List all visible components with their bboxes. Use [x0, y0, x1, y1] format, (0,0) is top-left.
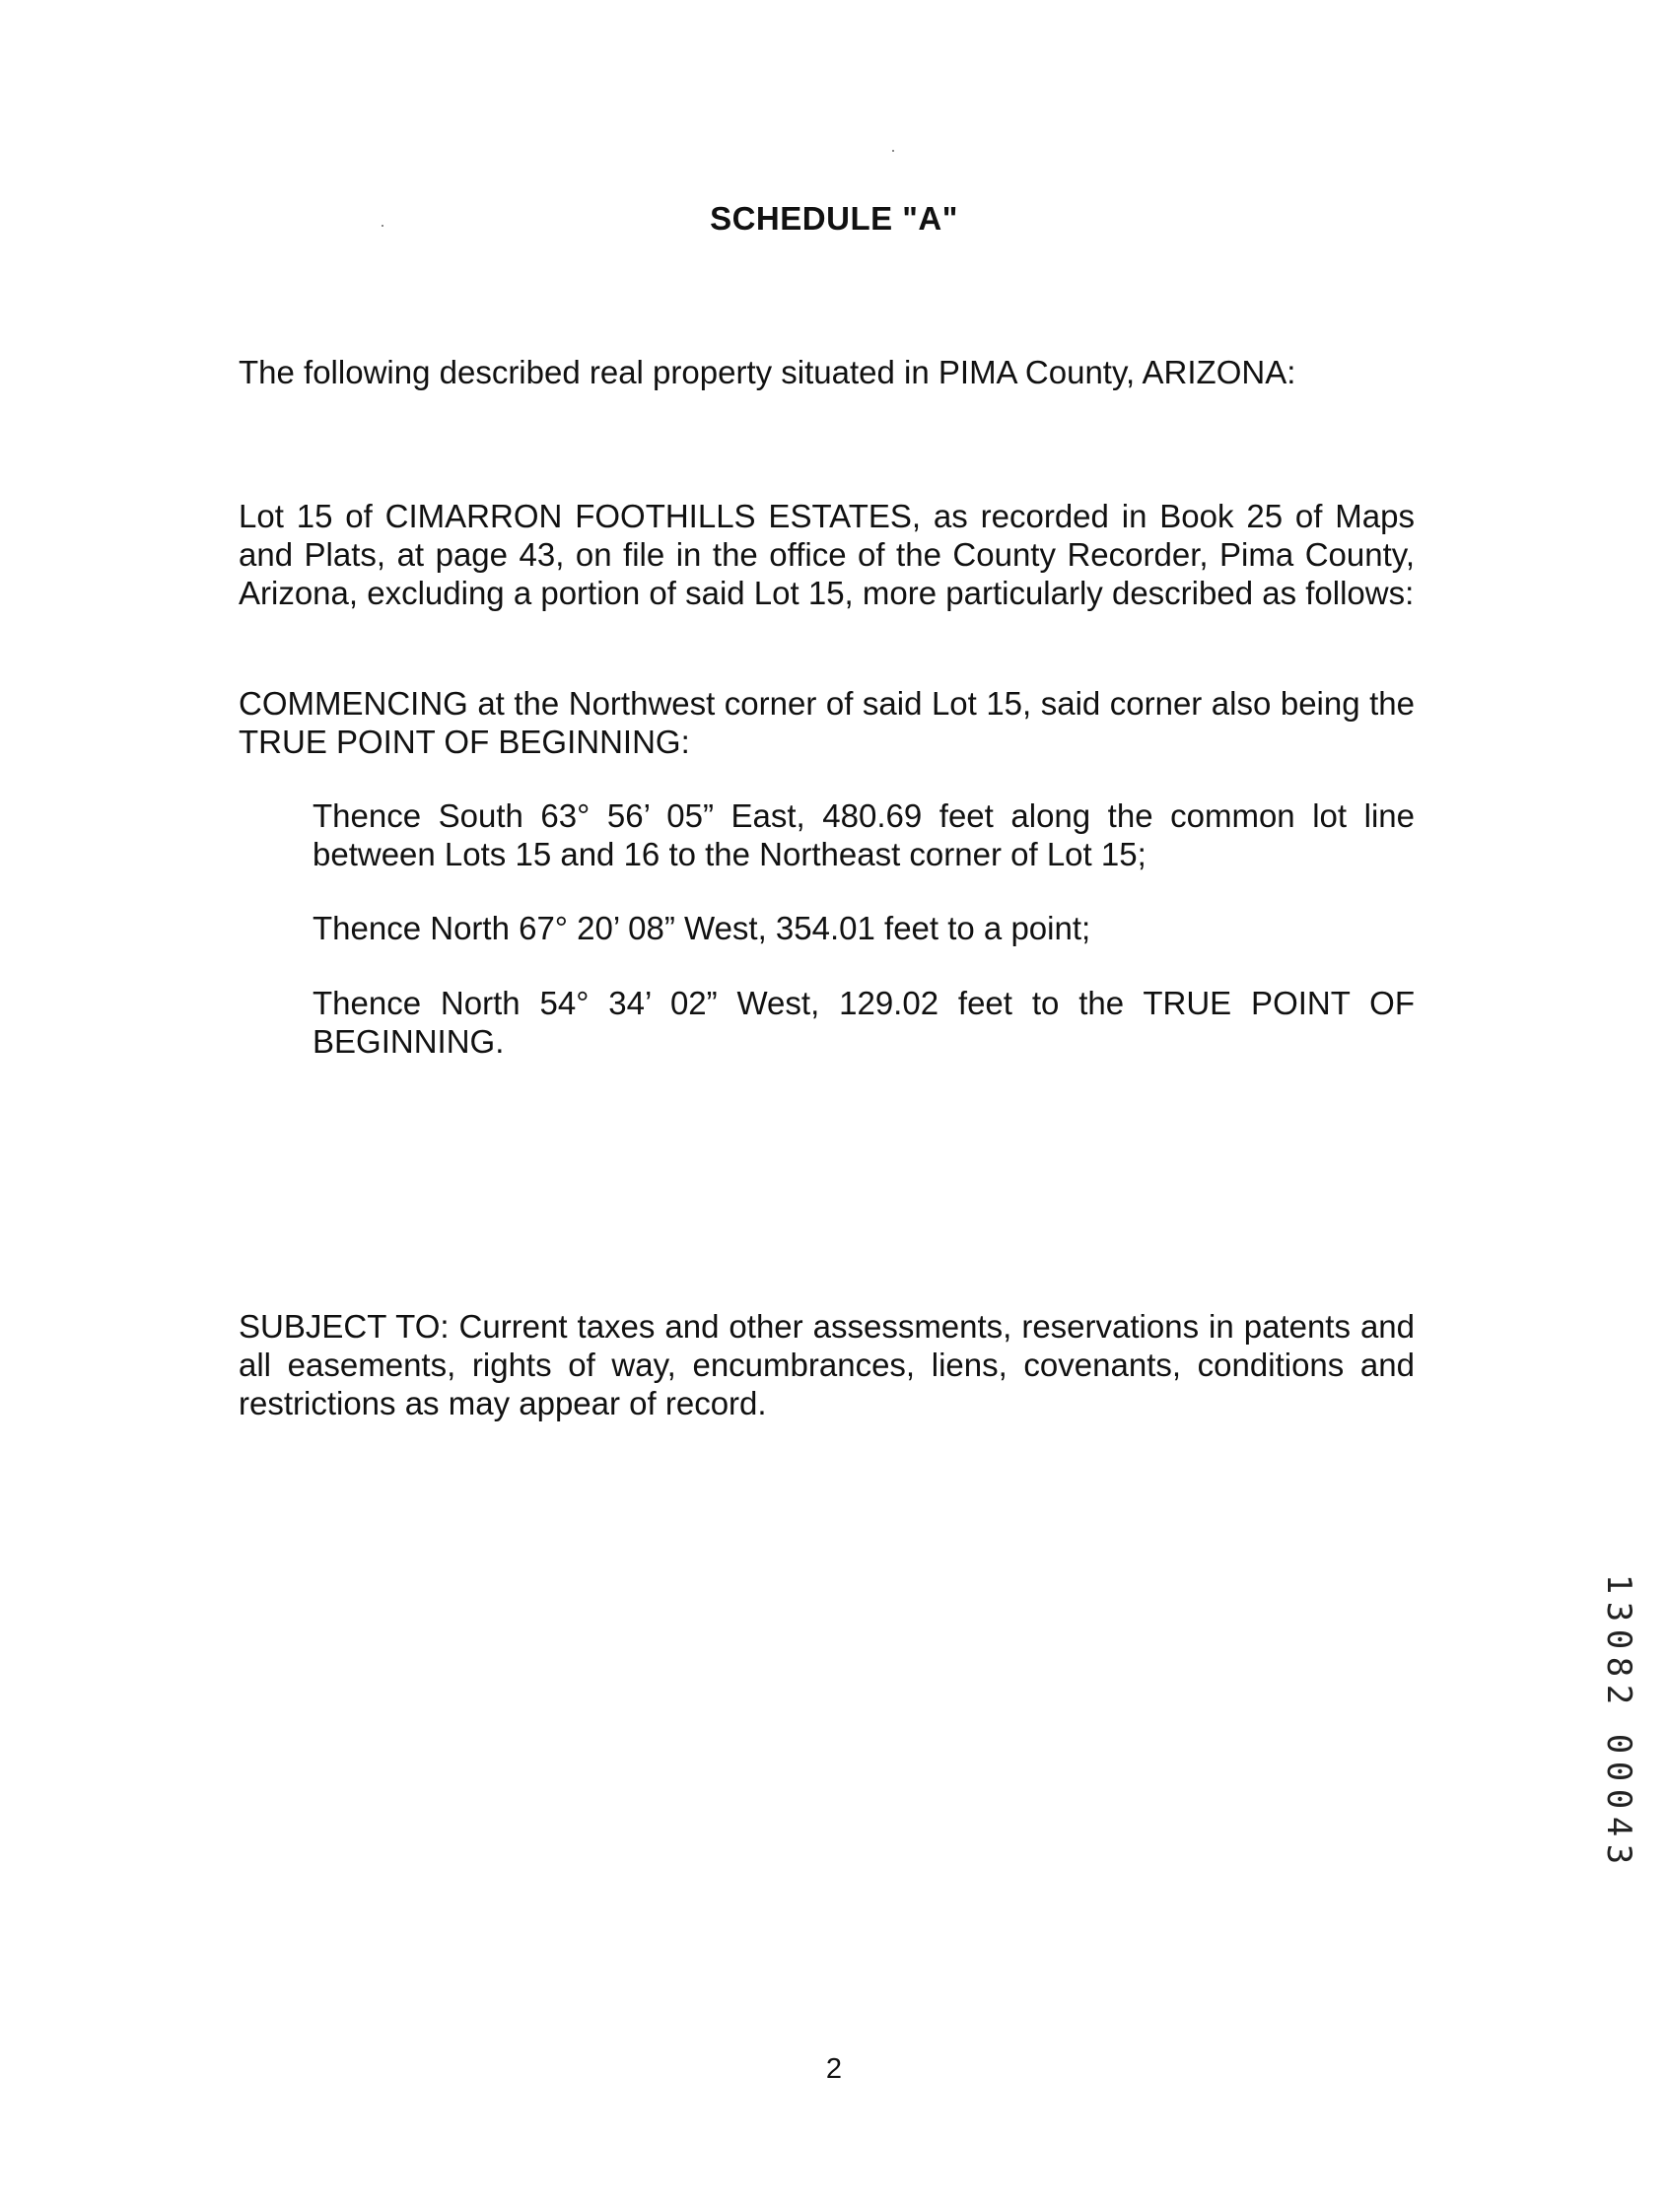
- stamp-digit: 3: [1599, 1843, 1638, 1865]
- stamp-digit: 0: [1599, 1733, 1638, 1755]
- subject-to-paragraph: SUBJECT TO: Current taxes and other assessments, reservations in patents and all easements, rights of way, encumbrances, liens, covenants, conditions and restrictions as may appear of record.: [239, 1308, 1415, 1421]
- stamp-digit: 2: [1599, 1684, 1638, 1705]
- lot-description-paragraph: Lot 15 of CIMARRON FOOTHILLS ESTATES, as recorded in Book 25 of Maps and Plats, at page 43, on file in the office of the County Recorder, Pima County, Arizona, excluding a portion of said Lot 15, more particularly described as follows:: [239, 498, 1415, 611]
- course-paragraph-2: Thence North 67° 20’ 08” West, 354.01 feet to a point;: [313, 910, 1091, 946]
- page-number: 2: [825, 2053, 843, 2085]
- stamp-digit: 8: [1599, 1656, 1638, 1678]
- stamp-digit: 0: [1599, 1788, 1638, 1810]
- stamp-digit: 4: [1599, 1816, 1638, 1837]
- stamp-digit: 1: [1599, 1573, 1638, 1595]
- stamp-digit: 0: [1599, 1761, 1638, 1782]
- scan-speck: [892, 150, 894, 152]
- intro-paragraph: The following described real property situated in PIMA County, ARIZONA:: [239, 354, 1296, 390]
- commencing-paragraph: COMMENCING at the Northwest corner of said Lot 15, said corner also being the TRUE POINT OF BEGINNING:: [239, 685, 1415, 760]
- course-paragraph-3: Thence North 54° 34’ 02” West, 129.02 feet to the TRUE POINT OF BEGINNING.: [313, 985, 1415, 1060]
- stamp-digit: 3: [1599, 1601, 1638, 1623]
- stamp-digit: 0: [1599, 1628, 1638, 1650]
- course-paragraph-1: Thence South 63° 56’ 05” East, 480.69 feet along the common lot line between Lots 15 and 16 to the Northeast corner of Lot 15;: [313, 797, 1415, 872]
- recording-stamp: [1599, 1570, 1638, 1868]
- document-title: SCHEDULE "A": [710, 200, 958, 237]
